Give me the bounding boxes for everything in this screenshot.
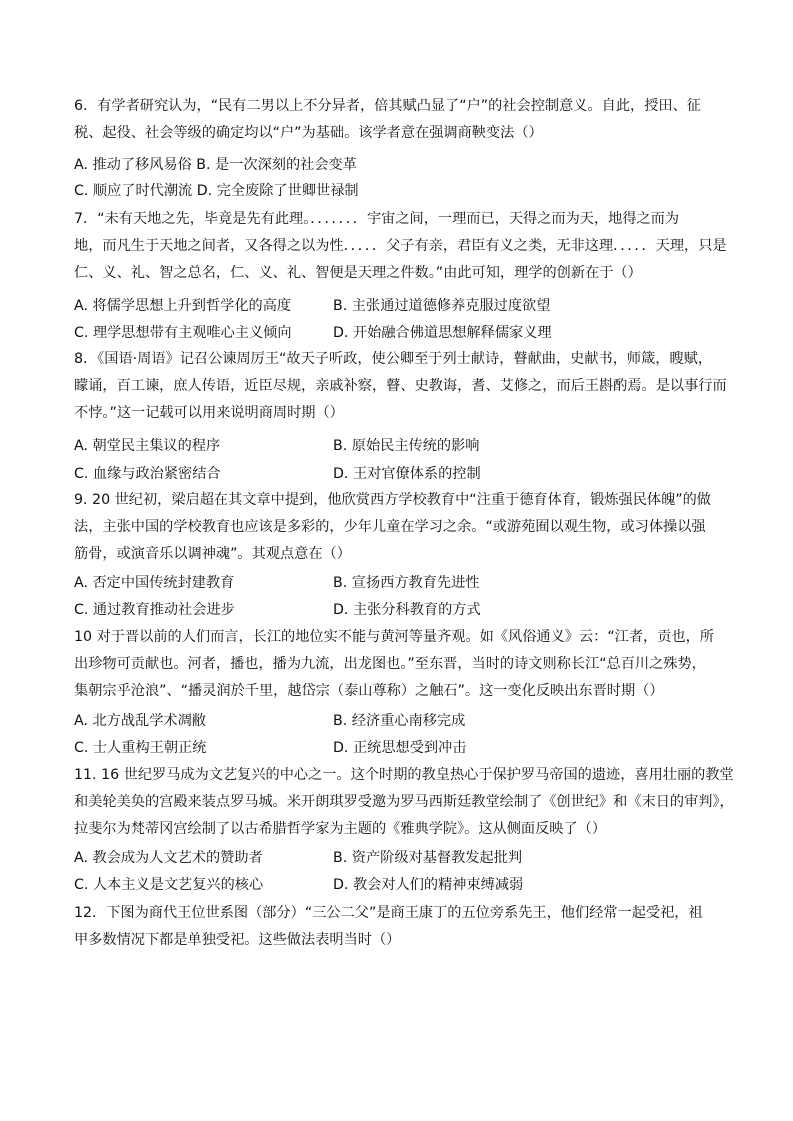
question-6-line-2: 税、起役、社会等级的确定均以“户”为基础。该学者意在强调商鞅变法（） [74, 125, 543, 141]
question-7-option-b: B. 主张通过道德修养克服过度欲望 [333, 298, 551, 314]
question-10-option-c: C. 士人重构王朝正统 [74, 740, 207, 756]
question-9-option-a: A. 否定中国传统封建教育 [74, 575, 235, 591]
question-9-line-3: 筋骨，或演音乐以调神魂”。其观点意在（） [74, 546, 351, 562]
question-10-option-b: B. 经济重心南移完成 [333, 713, 466, 729]
question-11-option-a: A. 教会成为人文艺术的赞助者 [74, 850, 263, 866]
question-9-option-d: D. 主张分科教育的方式 [333, 602, 481, 618]
question-10-option-a: A. 北方战乱学术凋敝 [74, 713, 206, 729]
question-10-line-1: 10 对于晋以前的人们而言，长江的地位实不能与黄河等量齐观。如《风俗通义》云：“江者，贡也，所 [74, 629, 714, 645]
question-7-option-d: D. 开始融合佛道思想解释儒家义理 [333, 325, 552, 341]
question-12-line-2: 甲多数情况下都是单独受祀。这些做法表明当时（） [74, 932, 401, 948]
question-9-line-1: 9. 20 世纪初，梁启超在其文章中提到，他欣赏西方学校教育中“注重于德育体育，锻炼强民体魄”的做 [74, 492, 711, 508]
question-8-option-d: D. 王对官僚体系的控制 [333, 466, 481, 482]
question-11-option-b: B. 资产阶级对基督教发起批判 [333, 850, 523, 866]
question-10-line-3: 集朝宗乎沧浪”、“播灵润於千里，越岱宗（泰山尊称）之触石”。这一变化反映出东晋时期（） [74, 683, 664, 699]
question-8-option-a: A. 朝堂民主集议的程序 [74, 438, 221, 454]
question-11-line-3: 拉斐尔为梵蒂冈宫绘制了以古希腊哲学家为主题的《雅典学院》。这从侧面反映了（） [74, 821, 607, 837]
question-7-line-3: 仁、义、礼、智之总名，仁、义、礼、智便是天理之件数。”由此可知，理学的创新在于（） [74, 265, 642, 281]
question-11-option-d: D. 教会对人们的精神束缚减弱 [333, 877, 524, 893]
question-8-line-3: 不悖。”这一记载可以用来说明商周时期（） [74, 405, 344, 421]
question-7-option-c: C. 理学思想带有主观唯心主义倾向 [74, 325, 292, 341]
question-11-line-2: 和美轮美奂的宫殿来装点罗马城。米开朗琪罗受邀为罗马西斯廷教堂绘制了《创世纪》和《末日的审判》， [74, 794, 734, 810]
question-9-line-2: 法，主张中国的学校教育也应该是多彩的，少年儿童在学习之余。“或游苑囿以观生物，或习体操以强 [74, 519, 706, 535]
question-9-option-b: B. 宣扬西方教育先进性 [333, 575, 480, 591]
question-7-line-2: 地，而凡生于天地之间者，又各得之以为性．．．．．父子有亲，君臣有义之类，无非这理．．．．．天理，只是 [74, 238, 727, 254]
question-8-line-2: 矇诵，百工谏，庶人传语，近臣尽规，亲戚补察，瞽、史教诲，耆、艾修之，而后王斟酌焉。是以事行而 [74, 378, 727, 394]
question-11-option-c: C. 人本主义是文艺复兴的核心 [74, 877, 264, 893]
question-7-option-a: A. 将儒学思想上升到哲学化的高度 [74, 298, 292, 314]
question-8-line-1: 8．《国语·周语》记召公谏周厉王“故天子听政，使公卿至于列士献诗，瞽献曲，史献书，师箴，瞍赋， [74, 351, 713, 367]
question-7-line-1: 7．“未有天地之先，毕竟是先有此理。．．．．．．．宇宙之间，一理而已，天得之而为天，地得之而为 [74, 211, 680, 227]
question-6-options-row-2: C. 顺应了时代潮流 D. 完全废除了世卿世禄制 [74, 183, 359, 199]
question-8-option-c: C. 血缘与政治紧密结合 [74, 466, 221, 482]
question-8-option-b: B. 原始民主传统的影响 [333, 438, 480, 454]
question-10-option-d: D. 正统思想受到冲击 [333, 740, 467, 756]
question-6-options-row-1: A. 推动了移风易俗 B. 是一次深刻的社会变革 [74, 157, 357, 173]
question-6-line-1: 6．有学者研究认为，“民有二男以上不分异者，倍其赋凸显了“户”的社会控制意义。自此，授田、征 [74, 98, 701, 114]
question-11-line-1: 11. 16 世纪罗马成为文艺复兴的中心之一。这个时期的教皇热心于保护罗马帝国的遗迹，喜用壮丽的教堂 [74, 767, 734, 783]
question-9-option-c: C. 通过教育推动社会进步 [74, 602, 235, 618]
question-12-line-1: 12．下图为商代王位世系图（部分）“三公二父”是商王康丁的五位旁系先王，他们经常一起受祀，祖 [74, 905, 703, 921]
question-10-line-2: 出珍物可贡献也。河者，播也，播为九流，出龙图也。”至东晋，当时的诗文则称长江“总百川之殊势， [74, 656, 706, 672]
